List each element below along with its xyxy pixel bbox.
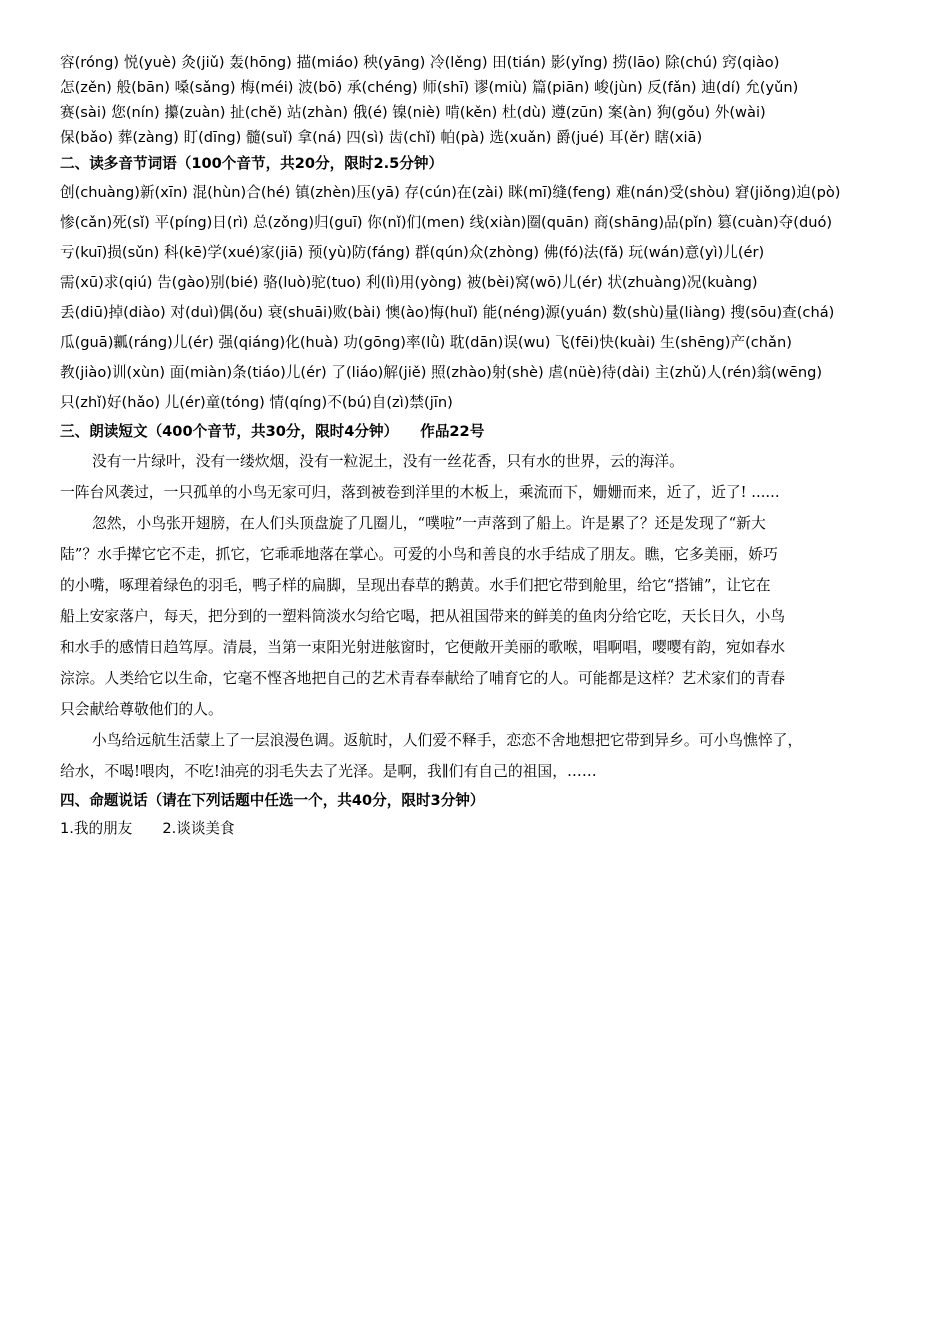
section-reading [60, 418, 905, 787]
section-speaking [60, 787, 905, 843]
word-line: 丢(diū)掉(diào) 对(duì)偶(ǒu) 衰(shuāi)败(bài) 懊(ào)悔(huǐ) 能(néng)源(yuán) 数(shù)量(liàng) 搜(sōu)查(chá) [60, 304, 835, 321]
word-line: 容(róng) 悦(yuè) 灸(jiǔ) 轰(hōng) 描(miáo) 秧(yāng) 冷(lěng) 田(tián) 影(yǐng) 捞(lāo) 除(chú) 窍(qiào) [60, 54, 780, 71]
topic-item: 2.谈谈美食 [162, 820, 235, 837]
passage-line: 的小嘴，啄理着绿色的羽毛，鸭子样的扁脚，呈现出春草的鹅黄。水手们把它带到舱里，给它“搭铺”，让它在 [60, 577, 771, 594]
passage-line: 忽然，小鸟张开翅膀，在人们头顶盘旋了几圈儿，“噗啦”一声落到了船上。许是累了？还是发现了“新大 [92, 515, 766, 532]
word-line: 赛(sài) 您(nín) 攥(zuàn) 扯(chě) 站(zhàn) 俄(é) 镍(niè) 啃(kěn) 杜(dù) 遵(zūn) 案(àn) 狗(gǒu) 外(wài) [60, 104, 766, 121]
passage-line: 小鸟给远航生活蒙上了一层浪漫色调。返航时，人们爱不释手，恋恋不舍地想把它带到异乡。可小鸟憔悴了， [92, 732, 803, 749]
word-line: 需(xū)求(qiú) 告(gào)别(bié) 骆(luò)驼(tuo) 利(lì)用(yòng) 被(bèi)窝(wō)儿(ér) 状(zhuàng)况(kuàng) [60, 274, 758, 291]
word-line: 教(jiào)训(xùn) 面(miàn)条(tiáo)儿(ér) 了(liáo)解(jiě) 照(zhào)射(shè) 虐(nüè)待(dài) 主(zhǔ)人(rén)翁(wēng) [60, 364, 823, 381]
word-line: 亏(kuī)损(sǔn) 科(kē)学(xué)家(jiā) 预(yù)防(fáng) 群(qún)众(zhòng) 佛(fó)法(fǎ) 玩(wán)意(yì)儿(ér) [60, 244, 765, 261]
passage-line: 淙淙。人类给它以生命，它毫不悭吝地把自己的艺术青春奉献给了哺育它的人。可能都是这样？艺术家们的青春 [60, 670, 786, 687]
passage-line: 一阵台风袭过，一只孤单的小鸟无家可归，落到被卷到洋里的木板上，乘流而下，姗姗而来，近了，近了! ...... [60, 484, 780, 501]
word-line: 瓜(guā)瓤(ráng)儿(ér) 强(qiáng)化(huà) 功(gōng)率(lǜ) 耽(dān)误(wu) 飞(fēi)快(kuài) 生(shēng)产(chǎn) [60, 334, 792, 351]
section-heading: 二、读多音节词语（100个音节，共20分，限时2.5分钟） [60, 155, 444, 172]
passage-line: 只会献给尊敬他们的人。 [60, 701, 223, 718]
word-line: 保(bǎo) 葬(zàng) 盯(dīng) 髓(suǐ) 拿(ná) 四(sì) 齿(chǐ) 帕(pà) 选(xuǎn) 爵(jué) 耳(ěr) 瞎(xiā) [60, 129, 703, 146]
work-number: 作品22号 [420, 423, 485, 440]
word-line: 惨(cǎn)死(sǐ) 平(píng)日(rì) 总(zǒng)归(guī) 你(nǐ)们(men) 线(xiàn)圈(quān) 商(shāng)品(pǐn) 篡(cuàn)夺(duó) [60, 214, 833, 231]
section-heading [60, 418, 905, 446]
single-syllable-words [60, 50, 905, 150]
passage-line: 给水，不喝!喂肉，不吃!油亮的羽毛失去了光泽。是啊，我∥们有自己的祖国，…… [60, 763, 597, 780]
section-heading-text: 三、朗读短文（400个音节，共30分，限时4分钟） [60, 423, 399, 440]
passage-line: 没有一片绿叶，没有一缕炊烟，没有一粒泥土，没有一丝花香，只有水的世界，云的海洋。 [92, 453, 684, 470]
passage-line: 船上安家落户，每天，把分到的一塑料筒淡水匀给它喝，把从祖国带来的鲜美的鱼肉分给它吃，天长日久，小鸟 [60, 608, 786, 625]
word-line: 怎(zěn) 般(bān) 嗓(sǎng) 梅(méi) 波(bō) 承(chéng) 师(shī) 谬(miù) 篇(piān) 峻(jùn) 反(fǎn) 迪(dí) 允(yǔn) [60, 79, 799, 96]
exam-page [60, 50, 905, 843]
word-line: 只(zhǐ)好(hǎo) 儿(ér)童(tóng) 情(qíng)不(bú)自(zì)禁(jīn) [60, 394, 453, 411]
topic-item: 1.我的朋友 [60, 820, 133, 837]
passage-line: 陆”？水手撵它它不走，抓它，它乖乖地落在掌心。可爱的小鸟和善良的水手结成了朋友。瞧，它多美丽，娇巧 [60, 546, 778, 563]
passage-line: 和水手的感情日趋笃厚。清晨，当第一束阳光射进舷窗时，它便敞开美丽的歌喉，唱啊唱，嘤嘤有韵，宛如春水 [60, 639, 786, 656]
topic-list [60, 815, 905, 843]
word-line: 创(chuàng)新(xīn) 混(hùn)合(hé) 镇(zhèn)压(yā) 存(cún)在(zài) 眯(mī)缝(feng) 难(nán)受(shòu) 窘(jiǒng)迫(pò) [60, 184, 841, 201]
section-multi-syllable [60, 150, 905, 418]
section-heading: 四、命题说话（请在下列话题中任选一个，共40分，限时3分钟） [60, 792, 485, 809]
